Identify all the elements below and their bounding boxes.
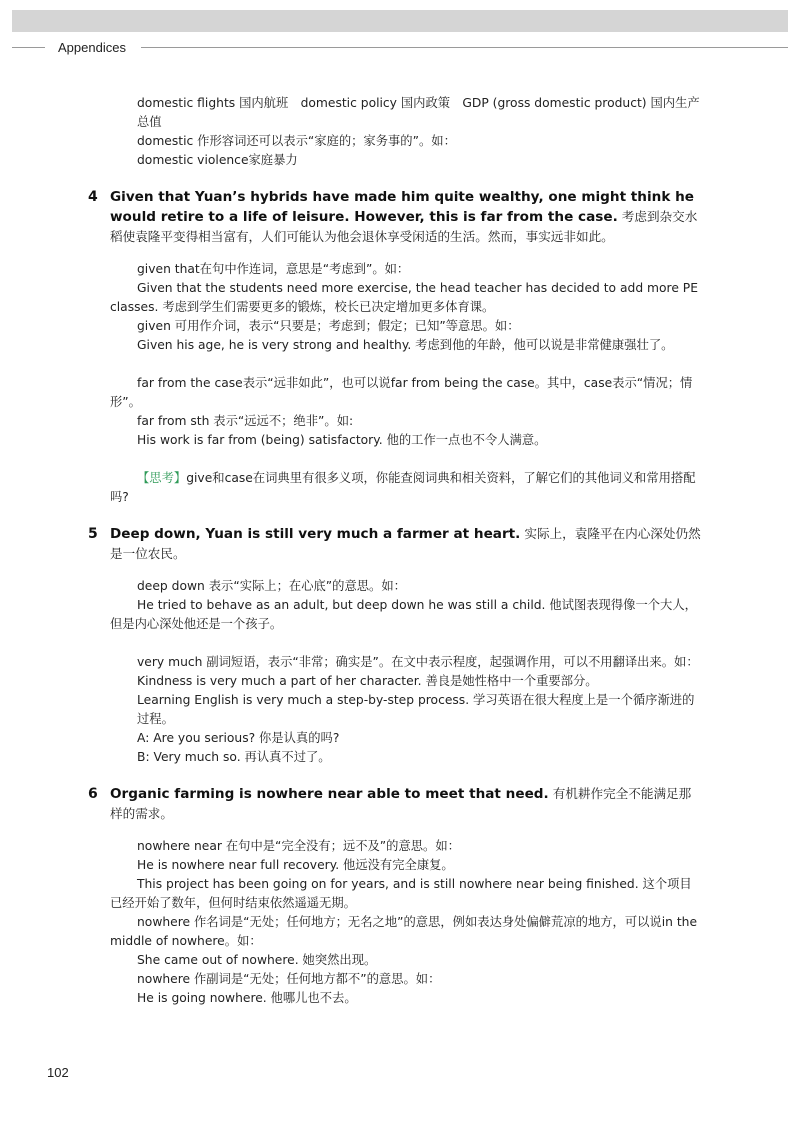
item-body	[110, 577, 702, 767]
page-content	[88, 94, 702, 1008]
item-body	[110, 837, 702, 1008]
explanation-line: far from sth 表示“远远不；绝非”。如:	[137, 414, 354, 428]
note-item-4	[88, 187, 702, 507]
heading-english: Deep down, Yuan is still very much a farmer at heart.	[110, 526, 521, 542]
explanation-line: deep down 表示“实际上；在心底”的意思。如：	[137, 579, 406, 593]
heading-chinese: 有机耕作完全不能满足那样的需求。	[110, 786, 692, 821]
item-body	[110, 260, 702, 507]
example-line: This project has been going on for years, and is still nowhere near being finished. 这个项目已经开始了数年，但何时结束依然遥遥无期。	[110, 877, 692, 910]
page-number: 102	[47, 1065, 69, 1080]
example-line: He is nowhere near full recovery. 他远没有完全康复。	[137, 858, 454, 872]
item-heading	[110, 524, 702, 564]
example-line: He tried to behave as an adult, but deep down he was still a child. 他试图表现得像一个大人，但是内心深处他还是一个孩子。	[110, 598, 697, 631]
explanation-line: far from the case表示“远非如此”，也可以说far from being the case。其中，case表示“情况；情形”。	[110, 376, 693, 409]
dialog-line-a	[110, 729, 702, 748]
item-heading	[110, 187, 702, 247]
item-number: 4	[88, 189, 98, 205]
example-line: Kindness is very much a part of her character. 善良是她性格中一个重要部分。	[137, 674, 598, 688]
header-rule-right	[141, 47, 788, 48]
example-line: Learning English is very much a step-by-step process. 学习英语在很大程度上是一个循序渐进的过程。	[137, 693, 695, 726]
intro-line: domestic violence家庭暴力	[137, 153, 298, 167]
intro-line: domestic flights 国内航班 domestic policy 国内政策 GDP (gross domestic product) 国内生产总值	[137, 96, 700, 129]
running-header	[12, 38, 788, 58]
heading-english: Organic farming is nowhere near able to meet that need.	[110, 786, 549, 802]
section-title: Appendices	[58, 40, 126, 55]
dialog-line-b	[110, 748, 702, 767]
dialog-text: : Very much so. 再认真不过了。	[145, 750, 331, 764]
example-line: He is going nowhere. 他哪儿也不去。	[137, 991, 357, 1005]
example-line: Given his age, he is very strong and healthy. 考虑到他的年龄，他可以说是非常健康强壮了。	[137, 338, 674, 352]
intro-line: domestic 作形容词还可以表示“家庭的；家务事的”。如：	[137, 134, 456, 148]
speaker-label: A	[137, 731, 146, 745]
item-heading	[110, 784, 702, 824]
explanation-line: given that在句中作连词，意思是“考虑到”。如：	[137, 262, 410, 276]
speaker-label: B	[137, 750, 146, 764]
heading-english: Given that Yuan’s hybrids have made him quite wealthy, one might think he would retire to a life of leisure. However, this is far from the case.	[110, 189, 694, 225]
explanation-line: nowhere 作名词是“无处；任何地方；无名之地”的意思，例如表达身处偏僻荒凉的地方，可以说in the middle of nowhere。如：	[110, 915, 698, 948]
explanation-line: very much 副词短语，表示“非常；确实是”。在文中表示程度，起强调作用，可以不用翻译出来。如：	[137, 655, 699, 669]
note-item-6	[88, 784, 702, 1008]
note-item-5	[88, 524, 702, 767]
explanation-line: nowhere 作副词是“无处；任何地方都不”的意思。如：	[137, 972, 441, 986]
top-gray-bar	[12, 10, 788, 32]
heading-chinese: 实际上，袁隆平在内心深处仍然是一位农民。	[110, 526, 701, 561]
header-rule-left	[12, 47, 45, 48]
example-line: His work is far from (being) satisfactory. 他的工作一点也不令人满意。	[137, 433, 547, 447]
think-prompt	[110, 469, 702, 507]
heading-chinese: 考虑到杂交水稻使袁隆平变得相当富有，人们可能认为他会退休享受闲适的生活。然而，事实远非如此。	[110, 209, 698, 244]
example-line: Given that the students need more exercise, the head teacher has decided to add more PE classes. 考虑到学生们需要更多的锻炼，校长已决定增加更多体育课。	[110, 281, 698, 314]
think-text: give和case在词典里有很多义项，你能查阅词典和相关资料，了解它们的其他词义和常用搭配吗?	[110, 471, 696, 504]
explanation-line: given 可用作介词，表示“只要是；考虑到；假定；已知”等意思。如：	[137, 319, 520, 333]
think-label: 【思考】	[137, 471, 187, 485]
dialog-text: : Are you serious? 你是认真的吗?	[145, 731, 340, 745]
item-number: 6	[88, 786, 98, 802]
example-line: She came out of nowhere. 她突然出现。	[137, 953, 377, 967]
intro-block	[110, 94, 702, 170]
explanation-line: nowhere near 在句中是“完全没有；远不及”的意思。如：	[137, 839, 460, 853]
item-number: 5	[88, 526, 98, 542]
